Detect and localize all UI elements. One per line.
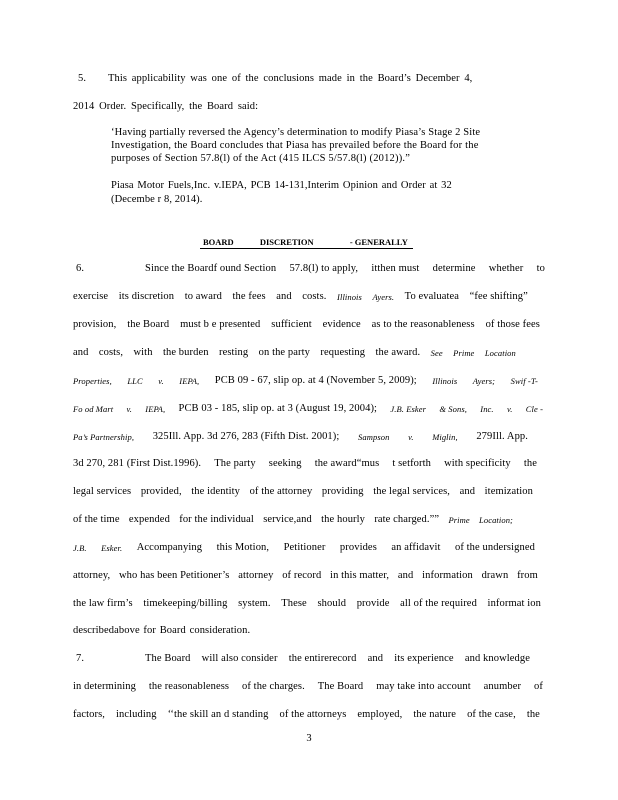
- para-6-line-9: legal services provided, the identity of the attorney providing the legal services, and itemization: [73, 486, 533, 497]
- para-5-line-1: This applicability was one of the conclusions made in the Board’s December 4,: [108, 73, 473, 84]
- para-6-line-5: Properties, LLC v. IEPA, PCB 09 - 67, slip op. at 4 (November 5, 2009); Illinois Ayers; Swif -T-: [73, 375, 538, 386]
- para-6-line-6: Fo od Mart v. IEPA, PCB 03 - 185, slip op. at 3 (August 19, 2004); J.B. Esker & Sons, Inc. v. Cle -: [73, 403, 543, 414]
- para-7-line-3: factors, including ‘‘the skill an d standing of the attorneys employed, the nature of the case, the: [73, 709, 540, 720]
- quote-line-2: Investigation, the Board concludes that Piasa has prevailed before the Board for the: [111, 140, 479, 151]
- section-heading: BOARD DISCRETION - GENERALLY: [200, 237, 413, 249]
- para-5-number: 5.: [78, 73, 87, 84]
- quote-line-3: purposes of Section 57.8(l) of the Act (415 ILCS 5/57.8(l) (2012)).”: [111, 153, 411, 164]
- para-6-line-3: provision, the Board must b e presented sufficient evidence as to the reasonableness of those fees: [73, 319, 540, 330]
- para-7-number: 7.: [76, 653, 85, 664]
- para-7-line-1: The Board will also consider the entirerecord and its experience and knowledge: [145, 653, 530, 664]
- para-7-line-2: in determining the reasonableness of the charges. The Board may take into account anumber of: [73, 681, 543, 692]
- para-6-line-4: and costs, with the burden resting on the party requesting the award. See Prime Location: [73, 347, 516, 358]
- para-6-line-10: of the time expended for the individual service,and the hourly rate charged.”” Prime Location;: [73, 514, 513, 525]
- para-6-line-13: the law firm’s timekeeping/billing system. These should provide all of the required informat ion: [73, 598, 541, 609]
- para-6-line-11: J.B. Esker. Accompanying this Motion, Petitioner provides an affidavit of the undersigned: [73, 542, 535, 553]
- para-6-line-14: describedabove for Board consideration.: [73, 625, 251, 636]
- citation-line-1: Piasa Motor Fuels,Inc. v.IEPA, PCB 14-131,Interim Opinion and Order at 32: [111, 180, 452, 191]
- page-number: 3: [306, 733, 312, 744]
- quote-line-1: ‘Having partially reversed the Agency’s determination to modify Piasa’s Stage 2 Site: [111, 127, 481, 138]
- para-6-line-1: Since the Boardf ound Section 57.8(l) to apply, itthen must determine whether to: [145, 263, 545, 274]
- para-6-line-7: Pa’s Partnership, 325Ill. App. 3d 276, 283 (Fifth Dist. 2001); Sampson v. Miglin, 279Ill. App.: [73, 431, 528, 442]
- para-6-line-8: 3d 270, 281 (First Dist.1996). The party seeking the award“mus t setforth with specificity the: [73, 458, 537, 469]
- para-6-line-12: attorney, who has been Petitioner’s attorney of record in this matter, and information drawn from: [73, 570, 538, 581]
- para-6-line-2: exercise its discretion to award the fees and costs. Illinois Ayers. To evaluatea “fee shifting”: [73, 291, 528, 302]
- para-5-line-2: 2014 Order. Specifically, the Board said:: [73, 101, 259, 112]
- citation-line-2: (Decembe r 8, 2014).: [111, 194, 203, 205]
- para-6-number: 6.: [76, 263, 85, 274]
